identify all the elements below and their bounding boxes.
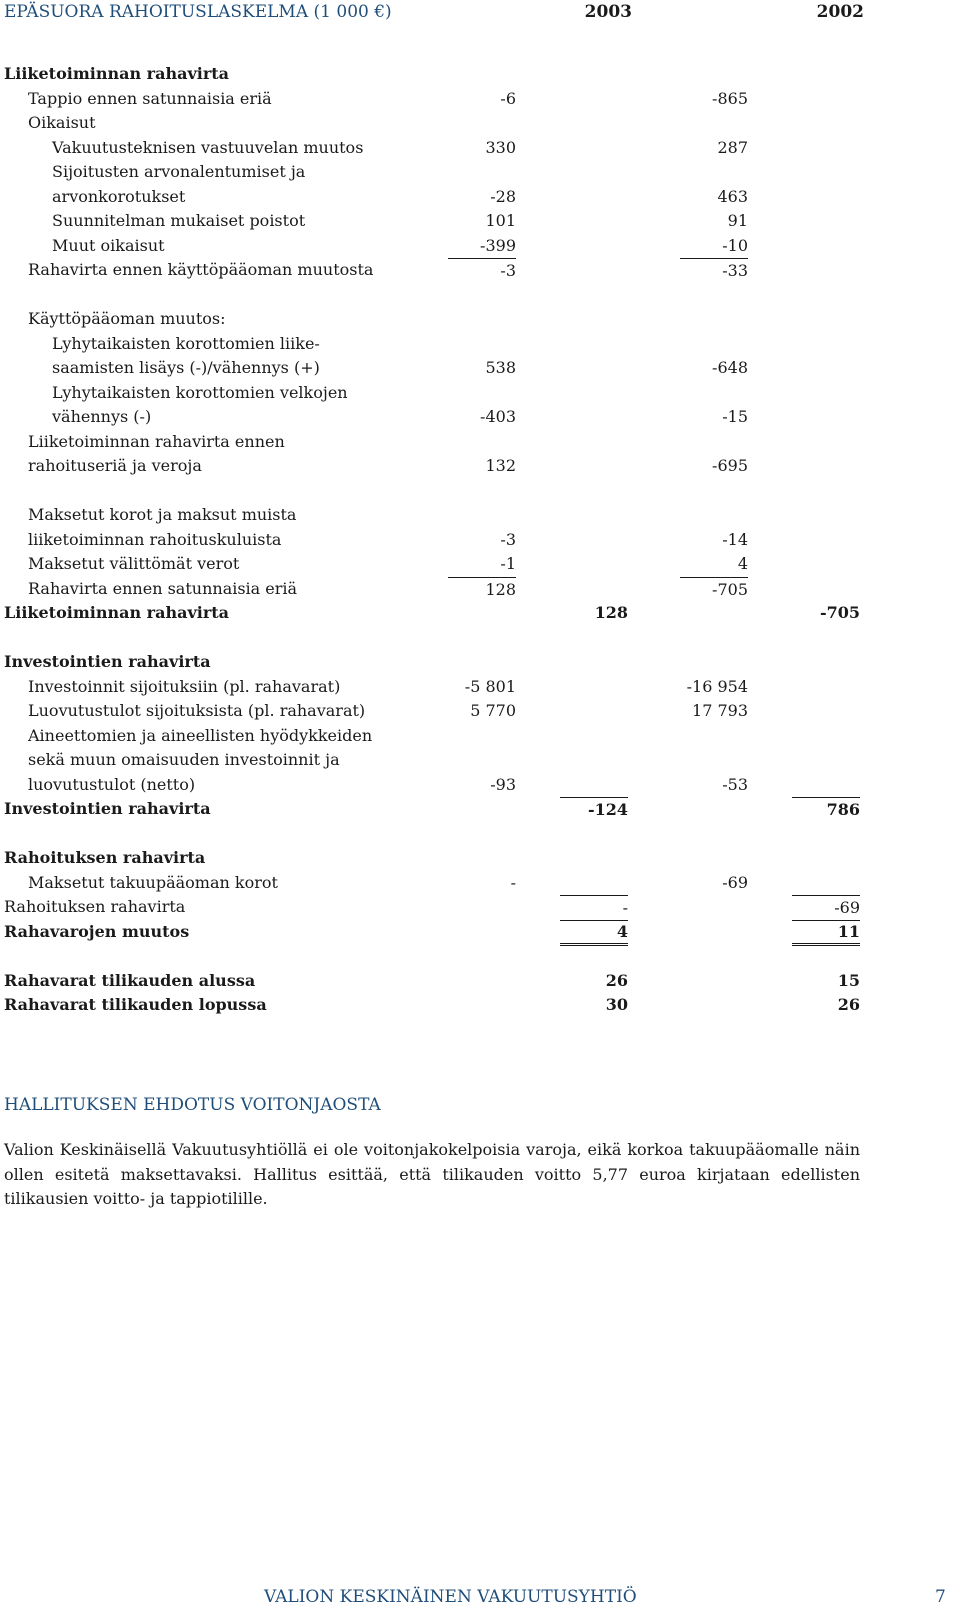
table-row — [0, 136, 900, 160]
row-label: Rahavirta ennen satunnaisia eriä — [28, 578, 298, 598]
row-value-v2: -705 — [680, 577, 748, 601]
table-row — [0, 895, 900, 919]
table-row — [0, 430, 900, 454]
table-row — [0, 822, 900, 846]
table-row — [0, 381, 900, 405]
row-value-v1: 330 — [485, 137, 516, 157]
row-label: Maksetut takuupääoman korot — [28, 872, 278, 892]
row-value-v4: 786 — [792, 797, 860, 821]
row-label: vähennys (-) — [52, 407, 152, 426]
table-row — [0, 871, 900, 895]
table-row — [0, 601, 900, 625]
row-label: Suunnitelman mukaiset poistot — [52, 211, 306, 230]
row-value-v3: 30 — [605, 995, 628, 1014]
table-row — [0, 993, 900, 1017]
row-value-v2: -695 — [712, 456, 748, 475]
table-row — [0, 577, 900, 601]
statement-header — [4, 2, 864, 28]
row-label: Liiketoiminnan rahavirta ennen — [28, 431, 285, 451]
row-label: Rahoituksen rahavirta — [4, 848, 206, 867]
table-row — [0, 724, 900, 748]
row-label: saamisten lisäys (-)/vähennys (+) — [52, 358, 320, 377]
row-label: Muut oikaisut — [52, 235, 165, 255]
table-row — [0, 675, 900, 699]
page-number: 7 — [935, 1587, 946, 1607]
row-label: arvonkorotukset — [52, 186, 186, 206]
row-value-v1: - — [510, 872, 516, 892]
table-row — [0, 234, 900, 258]
statement-title: EPÄSUORA RAHOITUSLASKELMA (1 000 €) — [4, 2, 392, 22]
row-label: Vakuutusteknisen vastuuvelan muutos — [52, 137, 364, 157]
table-row — [0, 405, 900, 429]
row-label: Tappio ennen satunnaisia eriä — [28, 88, 272, 108]
table-row — [0, 969, 900, 993]
row-label: Liiketoiminnan rahavirta — [4, 603, 230, 622]
table-row — [0, 185, 900, 209]
row-value-v2: 463 — [717, 186, 748, 206]
row-value-v1: -28 — [490, 186, 516, 206]
row-value-v4: 11 — [792, 920, 860, 946]
table-row — [0, 797, 900, 821]
row-value-v2: 287 — [717, 137, 748, 157]
notes-paragraph: Valion Keskinäisellä Vakuutusyhtiöllä ei ole voitonjakokelpoisia varoja, eikä korkoa takuupääomalle näin ollen esitetä maksettavaksi. Hallitus esittää, että tilikauden voitto 5,77 euroa kirjataan edellisten tilikausien voitto- ja tappiotilille. — [4, 1140, 860, 1208]
table-row — [0, 528, 900, 552]
row-value-v1: 538 — [485, 358, 516, 377]
row-label: Lyhytaikaisten korottomien liike- — [52, 333, 320, 353]
table-row — [0, 920, 900, 944]
table-row — [0, 62, 900, 86]
row-label: Maksetut välittömät verot — [28, 554, 240, 573]
row-value-v3: -124 — [560, 797, 628, 821]
row-value-v1: 132 — [485, 456, 516, 475]
table-row — [0, 503, 900, 527]
row-value-v1: -5 801 — [464, 676, 516, 696]
table-row — [0, 479, 900, 503]
table-row — [0, 258, 900, 282]
table-row — [0, 209, 900, 233]
table-row — [0, 944, 900, 968]
row-value-v3: 26 — [605, 970, 628, 990]
row-value-v3: - — [560, 895, 628, 919]
table-row — [0, 626, 900, 650]
row-value-v4: 15 — [837, 970, 860, 990]
footer-company-name: VALION KESKINÄINEN VAKUUTUSYHTIÖ — [264, 1587, 637, 1607]
row-value-v1: -403 — [480, 407, 516, 426]
row-label: Lyhytaikaisten korottomien velkojen — [52, 382, 348, 402]
row-label: Maksetut korot ja maksut muista — [28, 505, 297, 524]
row-value-v1: -6 — [500, 88, 516, 108]
table-row — [0, 111, 900, 135]
row-value-v2: -33 — [680, 258, 748, 282]
row-label: Aineettomien ja aineellisten hyödykkeiden — [28, 725, 373, 745]
table-row — [0, 552, 900, 576]
row-value-v3: 4 — [560, 920, 628, 946]
row-value-v2: -16 954 — [686, 676, 748, 696]
row-value-v2: -10 — [722, 235, 748, 255]
row-label: Investointien rahavirta — [4, 652, 211, 671]
row-label: Rahavarat tilikauden lopussa — [4, 995, 267, 1014]
row-label: sekä muun omaisuuden investoinnit ja — [28, 750, 340, 769]
table-row — [0, 748, 900, 772]
table-row — [0, 650, 900, 674]
row-label: Investoinnit sijoituksiin (pl. rahavarat) — [28, 676, 341, 696]
table-row — [0, 773, 900, 797]
row-value-v1: 5 770 — [470, 701, 516, 720]
table-row — [0, 846, 900, 870]
row-value-v1: 101 — [485, 211, 516, 230]
table-row — [0, 283, 900, 307]
row-label: Liiketoiminnan rahavirta — [4, 64, 230, 83]
row-label: Luovutustulot sijoituksista (pl. rahavarat) — [28, 701, 366, 720]
row-label: Käyttöpääoman muutos: — [28, 309, 226, 328]
row-value-v1: 128 — [448, 577, 516, 601]
row-label: Sijoitusten arvonalentumiset ja — [52, 162, 306, 181]
row-value-v4: -69 — [792, 895, 860, 919]
row-label: Oikaisut — [28, 113, 96, 132]
row-label: Rahavirta ennen käyttöpääoman muutosta — [28, 260, 374, 279]
row-value-v2: -865 — [712, 88, 748, 108]
row-label: rahoituseriä ja veroja — [28, 456, 202, 475]
table-row — [0, 87, 900, 111]
row-value-v4: -705 — [819, 603, 860, 622]
row-label: Rahoituksen rahavirta — [4, 897, 186, 916]
row-value-v2: 17 793 — [692, 701, 748, 720]
table-row — [0, 307, 900, 331]
row-value-v2: 91 — [727, 211, 748, 230]
row-label: Investointien rahavirta — [4, 799, 211, 818]
row-value-v1: -3 — [500, 529, 516, 549]
row-value-v1: -1 — [500, 554, 516, 573]
table-row — [0, 356, 900, 380]
row-value-v2: -15 — [722, 407, 748, 426]
year-2002-heading: 2002 — [816, 2, 864, 22]
table-row — [0, 454, 900, 478]
row-label: luovutustulot (netto) — [28, 774, 196, 794]
table-row — [0, 160, 900, 184]
row-value-v1: -3 — [448, 258, 516, 282]
row-value-v2: -53 — [722, 774, 748, 794]
row-value-v2: 4 — [737, 554, 748, 573]
row-value-v4: 26 — [837, 995, 860, 1014]
row-label: liiketoiminnan rahoituskuluista — [28, 529, 282, 549]
year-2003-heading: 2003 — [584, 2, 632, 22]
row-value-v2: -14 — [722, 529, 748, 549]
table-row — [0, 699, 900, 723]
row-value-v2: -648 — [712, 358, 748, 377]
row-label: Rahavarat tilikauden alussa — [4, 970, 256, 990]
row-value-v1: -399 — [480, 235, 516, 255]
row-value-v3: 128 — [594, 603, 628, 622]
row-value-v1: -93 — [490, 774, 516, 794]
notes-title: HALLITUKSEN EHDOTUS VOITONJAOSTA — [4, 1095, 381, 1115]
table-row — [0, 332, 900, 356]
row-label: Rahavarojen muutos — [4, 921, 190, 941]
row-value-v2: -69 — [722, 872, 748, 892]
